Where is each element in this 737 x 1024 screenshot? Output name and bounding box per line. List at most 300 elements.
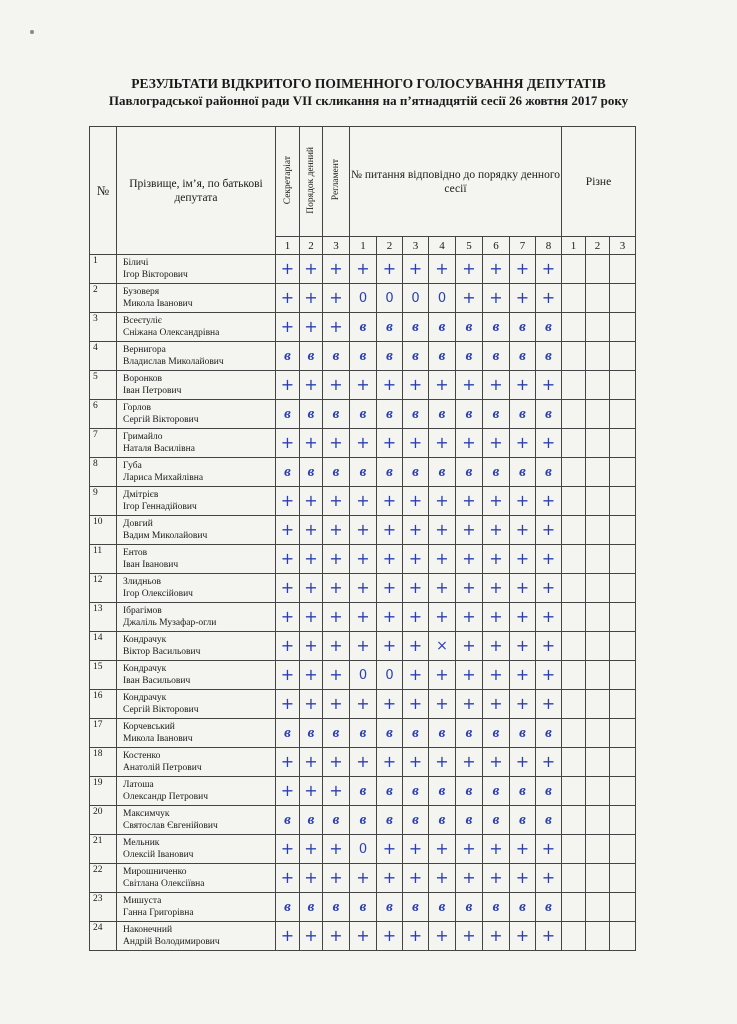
vote-cell (510, 458, 536, 487)
vote-mark: в (359, 347, 367, 364)
vote-cell (536, 458, 562, 487)
deputy-surname: Горлов (123, 403, 152, 413)
vote-mark: + (382, 259, 397, 278)
vote-mark: + (541, 868, 556, 887)
vote-cell (456, 806, 483, 835)
vote-mark: + (408, 607, 423, 626)
vote-mark: в (519, 811, 526, 828)
vote-mark: + (515, 375, 530, 394)
vote-cell (536, 574, 562, 603)
vote-mark: + (515, 694, 530, 713)
vote-cell (483, 255, 510, 284)
vote-mark: + (304, 520, 318, 539)
deputy-surname: Воронков (123, 374, 163, 384)
vote-mark: + (382, 607, 397, 626)
row-number: 21 (90, 835, 117, 864)
vote-cell (323, 719, 350, 748)
vote-mark: + (489, 288, 503, 307)
deputy-name (117, 632, 276, 661)
vote-cell (536, 545, 562, 574)
vote-mark: + (280, 752, 295, 771)
deputy-given-names: Ганна Григорівна (123, 908, 194, 918)
vote-cell (562, 777, 586, 806)
header-questions: № питання відповідно до порядку денного сесії (350, 127, 562, 237)
vote-cell (377, 574, 403, 603)
vote-cell (562, 255, 586, 284)
vote-cell (403, 661, 429, 690)
vote-cell (536, 719, 562, 748)
vote-cell (300, 458, 323, 487)
vote-mark: × (436, 637, 448, 654)
vote-mark: + (356, 694, 370, 713)
vote-mark: + (541, 926, 556, 945)
vote-mark: в (307, 811, 315, 828)
vote-cell (456, 342, 483, 371)
vote-cell (350, 893, 377, 922)
vote-cell (586, 545, 610, 574)
deputy-surname: Всеєтуліє (123, 316, 162, 326)
vote-mark: + (408, 549, 423, 568)
vote-cell (536, 429, 562, 458)
vote-mark: + (382, 491, 397, 510)
vote-cell (429, 632, 456, 661)
vote-mark: + (356, 549, 370, 568)
vote-mark: + (329, 317, 343, 336)
deputy-given-names: Микола Іванович (123, 299, 193, 309)
vote-cell (483, 777, 510, 806)
vote-mark: в (492, 782, 500, 799)
vote-cell (610, 574, 636, 603)
vote-mark: + (489, 636, 503, 655)
vote-cell (536, 632, 562, 661)
vote-mark: + (462, 491, 476, 510)
vote-cell (403, 313, 429, 342)
vote-mark: в (359, 811, 367, 828)
vote-cell (300, 255, 323, 284)
vote-mark: + (489, 375, 503, 394)
vote-cell (300, 835, 323, 864)
vote-mark: + (329, 578, 343, 597)
vote-cell (377, 545, 403, 574)
vote-cell (276, 545, 300, 574)
vote-mark: в (438, 463, 446, 480)
vote-mark: в (332, 724, 340, 741)
vote-cell (276, 632, 300, 661)
vote-mark: 0 (385, 290, 394, 306)
deputy-name (117, 719, 276, 748)
table-row (90, 400, 636, 429)
vote-cell (510, 661, 536, 690)
vote-cell (300, 893, 323, 922)
vote-cell (562, 748, 586, 777)
row-number: 13 (90, 603, 117, 632)
vote-cell (483, 864, 510, 893)
vote-cell (429, 661, 456, 690)
vote-mark: в (545, 724, 552, 741)
vote-cell (323, 400, 350, 429)
vote-mark: в (332, 898, 340, 915)
vote-cell (276, 893, 300, 922)
vote-cell (323, 574, 350, 603)
deputy-name (117, 690, 276, 719)
row-number: 2 (90, 284, 117, 313)
vote-mark: + (462, 926, 476, 945)
vote-mark: + (515, 926, 530, 945)
vote-mark: + (462, 259, 476, 278)
deputy-name (117, 661, 276, 690)
vote-cell (276, 690, 300, 719)
vote-cell (510, 719, 536, 748)
vote-mark: в (492, 463, 500, 480)
vote-mark: + (329, 781, 343, 800)
vote-mark: в (519, 405, 526, 422)
vote-cell (483, 806, 510, 835)
vote-mark: в (284, 898, 291, 915)
vote-cell (429, 922, 456, 951)
vote-mark: + (408, 375, 423, 394)
vote-cell (300, 429, 323, 458)
vote-mark: + (280, 636, 295, 655)
vote-mark: + (356, 520, 370, 539)
deputy-name (117, 777, 276, 806)
vote-cell (610, 255, 636, 284)
vote-mark: + (515, 433, 530, 452)
vote-mark: в (284, 463, 291, 480)
vote-mark: в (359, 782, 367, 799)
vote-mark: + (541, 491, 556, 510)
vote-cell (350, 487, 377, 516)
vote-cell (456, 922, 483, 951)
vote-cell (323, 632, 350, 661)
vote-mark: + (408, 636, 423, 655)
deputy-surname: Мельник (123, 838, 160, 848)
vote-cell (536, 777, 562, 806)
row-number: 10 (90, 516, 117, 545)
table-row (90, 313, 636, 342)
vote-cell (586, 342, 610, 371)
vote-cell (536, 400, 562, 429)
vote-mark: + (382, 549, 397, 568)
vote-mark: в (492, 347, 500, 364)
vote-cell (350, 835, 377, 864)
vote-cell (429, 400, 456, 429)
header-number-cell: 2 (586, 237, 610, 255)
vote-cell (610, 545, 636, 574)
vote-cell (456, 255, 483, 284)
vote-cell (350, 574, 377, 603)
vote-cell (323, 487, 350, 516)
vote-mark: в (386, 811, 393, 828)
vote-cell (483, 603, 510, 632)
vote-cell (586, 574, 610, 603)
vote-cell (536, 255, 562, 284)
vote-mark: + (382, 839, 397, 858)
vote-mark: + (408, 433, 423, 452)
vote-cell (610, 371, 636, 400)
vote-mark: + (280, 491, 295, 510)
vote-cell (562, 632, 586, 661)
table-row (90, 922, 636, 951)
deputy-name (117, 487, 276, 516)
vote-cell (276, 574, 300, 603)
vote-cell (429, 516, 456, 545)
vote-mark: в (438, 811, 446, 828)
vote-cell (350, 458, 377, 487)
vote-mark: + (382, 520, 397, 539)
deputy-surname: Кондрачук (123, 635, 167, 645)
vote-mark: + (541, 375, 556, 394)
vote-mark: в (386, 782, 393, 799)
vote-cell (323, 516, 350, 545)
vote-mark: + (462, 665, 476, 684)
deputy-surname: Максимчук (123, 809, 170, 819)
vote-mark: + (541, 665, 556, 684)
vote-cell (562, 458, 586, 487)
vote-mark: + (489, 520, 503, 539)
row-number: 17 (90, 719, 117, 748)
vote-mark: в (307, 405, 315, 422)
vote-mark: + (541, 752, 556, 771)
vote-cell (586, 777, 610, 806)
vote-mark: в (359, 463, 367, 480)
table-row (90, 719, 636, 748)
vote-mark: + (489, 694, 503, 713)
row-number: 16 (90, 690, 117, 719)
vote-cell (403, 545, 429, 574)
vote-cell (586, 458, 610, 487)
vote-mark: в (284, 724, 291, 741)
vote-cell (429, 458, 456, 487)
vote-mark: в (412, 318, 419, 335)
row-number: 11 (90, 545, 117, 574)
vote-cell (536, 922, 562, 951)
table-row (90, 284, 636, 313)
vote-cell (586, 255, 610, 284)
vote-cell (350, 864, 377, 893)
vote-cell (377, 371, 403, 400)
vote-mark: + (515, 665, 530, 684)
vote-cell (403, 690, 429, 719)
vote-mark: в (519, 318, 526, 335)
vote-mark: 0 (358, 667, 368, 683)
vote-cell (610, 893, 636, 922)
vote-cell (276, 748, 300, 777)
vote-mark: в (359, 724, 367, 741)
vote-cell (536, 603, 562, 632)
vote-cell (536, 342, 562, 371)
deputy-name (117, 603, 276, 632)
table-row (90, 835, 636, 864)
vote-mark: + (356, 491, 370, 510)
vote-cell (323, 313, 350, 342)
vote-cell (562, 690, 586, 719)
deputy-surname: Бузоверя (123, 287, 160, 297)
vote-cell (456, 748, 483, 777)
vote-cell (483, 458, 510, 487)
deputy-name (117, 458, 276, 487)
vote-mark: + (435, 607, 449, 626)
vote-mark: в (519, 898, 526, 915)
vote-mark: в (492, 318, 500, 335)
deputy-name (117, 429, 276, 458)
vote-mark: в (412, 347, 419, 364)
vote-mark: + (408, 578, 423, 597)
vote-mark: + (329, 288, 343, 307)
vote-cell (377, 313, 403, 342)
vote-cell (536, 893, 562, 922)
vote-mark: в (386, 898, 393, 915)
vote-mark: + (382, 578, 397, 597)
vote-mark: + (515, 607, 530, 626)
vote-mark: + (408, 839, 423, 858)
vote-mark: + (462, 839, 476, 858)
vote-cell (377, 516, 403, 545)
vote-cell (276, 516, 300, 545)
vote-cell (403, 458, 429, 487)
vote-mark: + (515, 288, 530, 307)
vote-cell (350, 748, 377, 777)
document-title: РЕЗУЛЬТАТИ ВІДКРИТОГО ПОІМЕННОГО ГОЛОСУВАННЯ ДЕПУТАТІВ (131, 76, 606, 91)
header-number-cell: 7 (510, 237, 536, 255)
vote-cell (610, 487, 636, 516)
vote-cell (510, 400, 536, 429)
vote-cell (536, 806, 562, 835)
vote-cell (510, 284, 536, 313)
vote-cell (610, 632, 636, 661)
vote-mark: в (307, 898, 315, 915)
vote-cell (456, 835, 483, 864)
vote-cell (403, 255, 429, 284)
header-agenda (300, 127, 323, 237)
vote-cell (456, 545, 483, 574)
row-number: 9 (90, 487, 117, 516)
row-number: 23 (90, 893, 117, 922)
vote-mark: в (386, 347, 393, 364)
deputy-surname: Довгий (123, 519, 153, 529)
vote-mark: + (435, 839, 449, 858)
vote-mark: в (412, 811, 419, 828)
vote-mark: в (492, 405, 500, 422)
vote-mark: + (435, 665, 449, 684)
deputy-surname: Ібрагімов (123, 606, 162, 616)
vote-cell (429, 893, 456, 922)
vote-cell (300, 806, 323, 835)
vote-mark: + (515, 259, 530, 278)
table-row (90, 342, 636, 371)
vote-cell (377, 342, 403, 371)
deputy-surname: Губа (123, 461, 142, 471)
vote-mark: в (284, 811, 291, 828)
vote-cell (510, 342, 536, 371)
vote-mark: + (515, 839, 530, 858)
vote-mark: + (489, 665, 503, 684)
vote-cell (323, 545, 350, 574)
vote-cell (323, 777, 350, 806)
vote-mark: + (280, 259, 295, 278)
vote-mark: + (356, 259, 370, 278)
vote-cell (610, 777, 636, 806)
vote-cell (483, 748, 510, 777)
vote-cell (456, 661, 483, 690)
vote-cell (377, 719, 403, 748)
vote-mark: + (462, 694, 476, 713)
vote-cell (483, 487, 510, 516)
vote-mark: в (492, 724, 500, 741)
header-secretariat-label: Секретаріат (282, 155, 293, 205)
vote-cell (403, 893, 429, 922)
deputy-given-names: Сергій Вікторович (123, 415, 199, 425)
vote-mark: + (329, 549, 343, 568)
vote-cell (350, 371, 377, 400)
table-row (90, 603, 636, 632)
vote-mark: в (412, 463, 419, 480)
vote-cell (610, 284, 636, 313)
vote-cell (510, 893, 536, 922)
vote-cell (276, 487, 300, 516)
deputy-given-names: Джаліль Музафар-огли (123, 618, 217, 628)
vote-cell (610, 342, 636, 371)
vote-cell (276, 429, 300, 458)
deputy-given-names: Світлана Олексіївна (123, 879, 205, 889)
vote-mark: + (304, 375, 318, 394)
vote-cell (610, 400, 636, 429)
deputy-name (117, 516, 276, 545)
vote-mark: + (435, 549, 449, 568)
vote-cell (403, 719, 429, 748)
vote-cell (300, 313, 323, 342)
deputy-surname: Злидньов (123, 577, 161, 587)
vote-cell (350, 661, 377, 690)
vote-mark: + (329, 520, 343, 539)
vote-mark: + (489, 752, 503, 771)
scan-dot (30, 30, 34, 34)
vote-cell (350, 429, 377, 458)
vote-mark: 0 (437, 290, 447, 306)
vote-mark: 0 (385, 667, 394, 683)
vote-cell (562, 864, 586, 893)
vote-cell (456, 574, 483, 603)
vote-cell (300, 371, 323, 400)
vote-mark: в (332, 463, 340, 480)
vote-cell (562, 893, 586, 922)
header-number-cell: 8 (536, 237, 562, 255)
voting-results-table (89, 126, 636, 951)
vote-mark: в (386, 724, 393, 741)
vote-cell (429, 284, 456, 313)
vote-cell (610, 719, 636, 748)
vote-cell (510, 429, 536, 458)
vote-cell (377, 893, 403, 922)
table-row (90, 255, 636, 284)
deputy-given-names: Вадим Миколайович (123, 531, 208, 541)
vote-mark: + (280, 694, 295, 713)
deputy-surname: Мирошниченко (123, 867, 187, 877)
vote-mark: в (386, 405, 393, 422)
vote-cell (377, 777, 403, 806)
deputy-given-names: Наталя Василівна (123, 444, 195, 454)
deputy-given-names: Андрій Володимирович (123, 937, 220, 947)
vote-mark: + (489, 549, 503, 568)
vote-cell (562, 603, 586, 632)
vote-cell (429, 371, 456, 400)
vote-mark: 0 (358, 290, 368, 306)
vote-mark: + (280, 549, 295, 568)
deputy-given-names: Святослав Євгенійович (123, 821, 218, 831)
vote-cell (323, 690, 350, 719)
vote-cell (403, 400, 429, 429)
deputy-name (117, 748, 276, 777)
vote-cell (403, 748, 429, 777)
